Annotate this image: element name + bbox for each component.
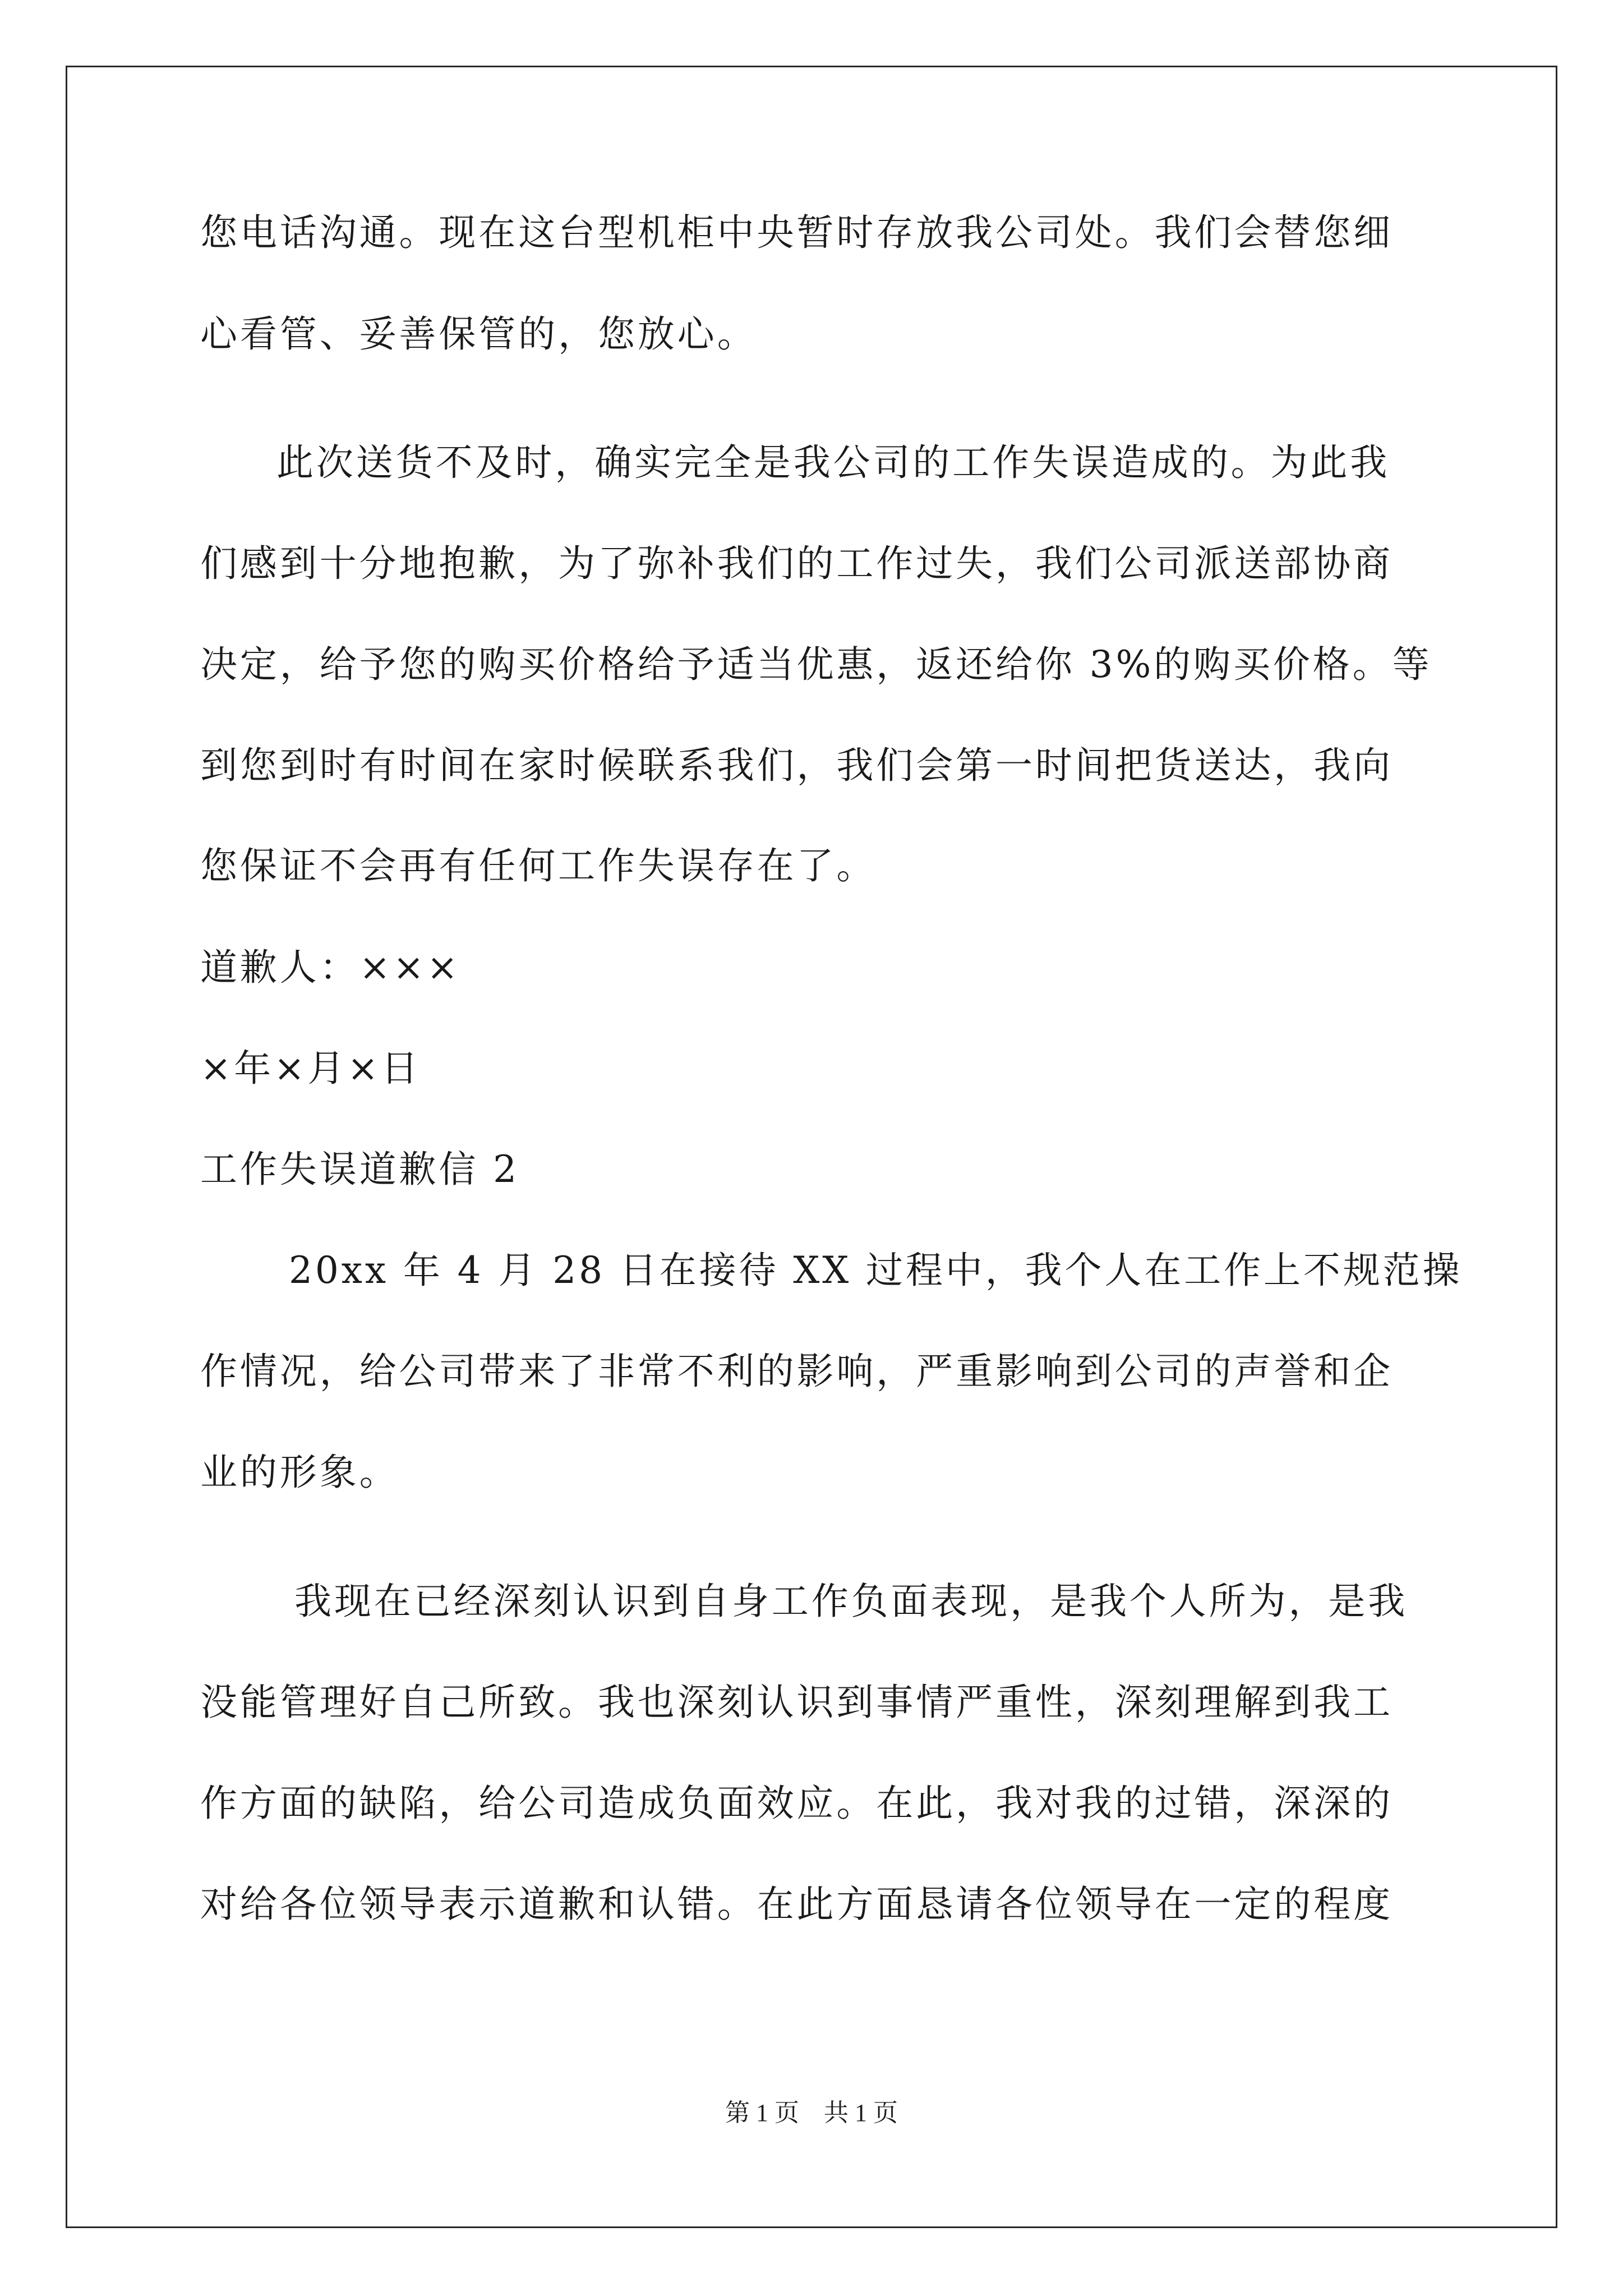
text-line: 作方面的缺陷，给公司造成负面效应。在此，我对我的过错，深深的 bbox=[200, 1782, 1393, 1825]
text-line: 决定，给予您的购买价格给予适当优惠，返还给你 3%的购买价格。等 bbox=[200, 643, 1432, 686]
signature-line: 道歉人：××× bbox=[200, 946, 461, 989]
text-line: 对给各位领导表示道歉和认错。在此方面恳请各位领导在一定的程度 bbox=[200, 1883, 1393, 1926]
paragraph-first-line: 我现在已经深刻认识到自身工作负面表现，是我个人所为，是我 bbox=[294, 1580, 1408, 1623]
text-line: 到您到时有时间在家时候联系我们，我们会第一时间把货送达，我向 bbox=[200, 744, 1393, 787]
text-line: 心看管、妥善保管的，您放心。 bbox=[200, 312, 757, 356]
paragraph-first-line: 此次送货不及时，确实完全是我公司的工作失误造成的。为此我 bbox=[276, 441, 1390, 484]
text-line: 作情况，给公司带来了非常不利的影响，严重影响到公司的声誉和企 bbox=[200, 1350, 1393, 1393]
text-line: 没能管理好自己所致。我也深刻认识到事情严重性，深刻理解到我工 bbox=[200, 1681, 1393, 1724]
page-footer: 第 1 页 共 1 页 bbox=[725, 2099, 898, 2127]
section-title: 工作失误道歉信 2 bbox=[200, 1148, 520, 1191]
text-line: 们感到十分地抱歉，为了弥补我们的工作过失，我们公司派送部协商 bbox=[200, 542, 1393, 585]
text-line: 您保证不会再有任何工作失误存在了。 bbox=[200, 844, 877, 887]
date-line: ×年×月×日 bbox=[200, 1047, 421, 1090]
text-line: 业的形象。 bbox=[200, 1451, 399, 1494]
paragraph-first-line: 20xx 年 4 月 28 日在接待 XX 过程中，我个人在工作上不规范操 bbox=[289, 1249, 1463, 1292]
text-line: 您电话沟通。现在这台型机柜中央暂时存放我公司处。我们会替您细 bbox=[200, 211, 1393, 254]
